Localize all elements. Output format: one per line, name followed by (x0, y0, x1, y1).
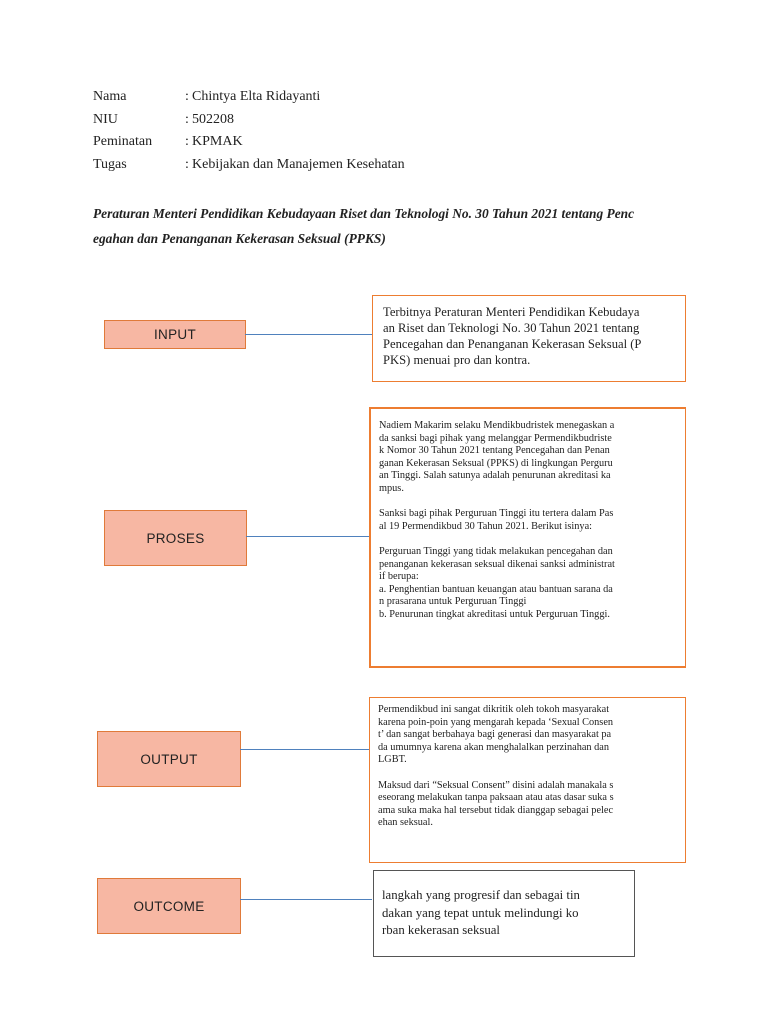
text-line: Maksud dari “Seksual Consent” disini adalah manakala s (378, 779, 614, 791)
text-line: penanganan kekerasan seksual dikenai sanksi administrat (379, 558, 615, 570)
info-value: Chintya Elta Ridayanti (192, 89, 321, 105)
text-line: Nadiem Makarim selaku Mendikbudristek menegaskan a (379, 420, 615, 431)
info-row-niu (93, 109, 405, 132)
text-line: rban kekerasan seksual (382, 923, 500, 937)
text-line: da umumnya karena akan menghalalkan perzinahan dan (378, 741, 610, 753)
outcome-label-box (97, 878, 241, 934)
info-value: Kebijakan dan Manajemen Kesehatan (192, 156, 405, 172)
paragraph-gap (379, 533, 677, 546)
text-line: al 19 Permendikbud 30 Tahun 2021. Berikut isinya: (379, 520, 593, 532)
info-value: KPMAK (192, 134, 243, 150)
info-key: Nama (93, 89, 127, 105)
text-line: t’ dan sangat berbahaya bagi generasi dan masyarakat pa (378, 729, 612, 741)
text-line: Terbitnya Peraturan Menteri Pendidikan Kebudaya (383, 305, 640, 319)
input-label-box (104, 320, 246, 349)
text-line: a. Penghentian bantuan keuangan atau bantuan sarana da (379, 583, 613, 595)
text-line: ganan Kekerasan Seksual (PPKS) di lingkungan Perguru (379, 457, 613, 469)
text-line: eseorang melakukan tanpa paksaan atau atas dasar suka s (378, 792, 614, 804)
text-line: PKS) menuai pro dan kontra. (383, 353, 531, 367)
input-label: INPUT (154, 327, 196, 342)
input-connector (245, 334, 373, 335)
document-title (93, 201, 683, 251)
outcome-connector (240, 899, 372, 900)
text-line: b. Penurunan tingkat akreditasi untuk Perguruan Tinggi. (379, 608, 610, 620)
info-separator: : (185, 111, 189, 127)
info-row-nama (93, 86, 405, 109)
info-key: Peminatan (93, 134, 153, 150)
output-text-box (369, 697, 686, 863)
text-line: an Tinggi. Salah satunya adalah penurunan akreditasi ka (379, 470, 611, 482)
title-line: Peraturan Menteri Pendidikan Kebudayaan Riset dan Teknologi No. 30 Tahun 2021 tentang Penc (93, 206, 635, 221)
info-row-tugas (93, 154, 405, 177)
info-row-peminatan (93, 131, 405, 154)
info-value: 502208 (192, 111, 234, 127)
output-label-box (97, 731, 241, 787)
info-separator: : (185, 156, 189, 172)
title-line: egahan dan Penanganan Kekerasan Seksual (PPKS) (93, 231, 386, 246)
info-separator: : (185, 134, 189, 150)
text-line: dakan yang tepat untuk melindungi ko (382, 905, 579, 920)
text-line: ehan seksual. (378, 817, 433, 829)
info-key: Tugas (93, 156, 127, 172)
proses-text-box (369, 407, 686, 668)
output-connector (240, 749, 370, 750)
text-line: da sanksi bagi pihak yang melanggar Permendikbudriste (379, 432, 612, 444)
text-line: karena poin-poin yang mengarah kepada ‘Sexual Consen (378, 716, 614, 728)
text-line: ama suka maka hal tersebut tidak dianggap sebagai pelec (378, 804, 614, 816)
student-info (93, 86, 405, 176)
text-line: n prasarana untuk Perguruan Tinggi (379, 596, 527, 608)
paragraph-gap (379, 496, 677, 509)
output-label: OUTPUT (140, 751, 198, 767)
paragraph-gap (378, 767, 677, 780)
text-line: an Riset dan Teknologi No. 30 Tahun 2021 tentang (383, 321, 640, 335)
text-line: Permendikbud ini sangat dikritik oleh tokoh masyarakat (378, 704, 610, 715)
proses-connector (246, 536, 370, 537)
input-text-box (372, 295, 686, 382)
text-line: Perguruan Tinggi yang tidak melakukan pencegahan dan (379, 545, 613, 557)
text-line: Sanksi bagi pihak Perguruan Tinggi itu tertera dalam Pas (379, 508, 614, 520)
proses-label: PROSES (146, 530, 205, 546)
info-separator: : (185, 89, 189, 105)
text-line: langkah yang progresif dan sebagai tin (382, 888, 580, 902)
outcome-label: OUTCOME (133, 898, 205, 914)
text-line: if berupa: (379, 571, 419, 583)
text-line: mpus. (379, 482, 404, 494)
outcome-text-box (373, 870, 635, 957)
info-key: NIU (93, 111, 118, 127)
text-line: k Nomor 30 Tahun 2021 tentang Pencegahan dan Penan (379, 445, 610, 457)
proses-label-box (104, 510, 247, 566)
text-line: Pencegahan dan Penanganan Kekerasan Seksual (P (383, 337, 642, 351)
text-line: LGBT. (378, 754, 407, 766)
